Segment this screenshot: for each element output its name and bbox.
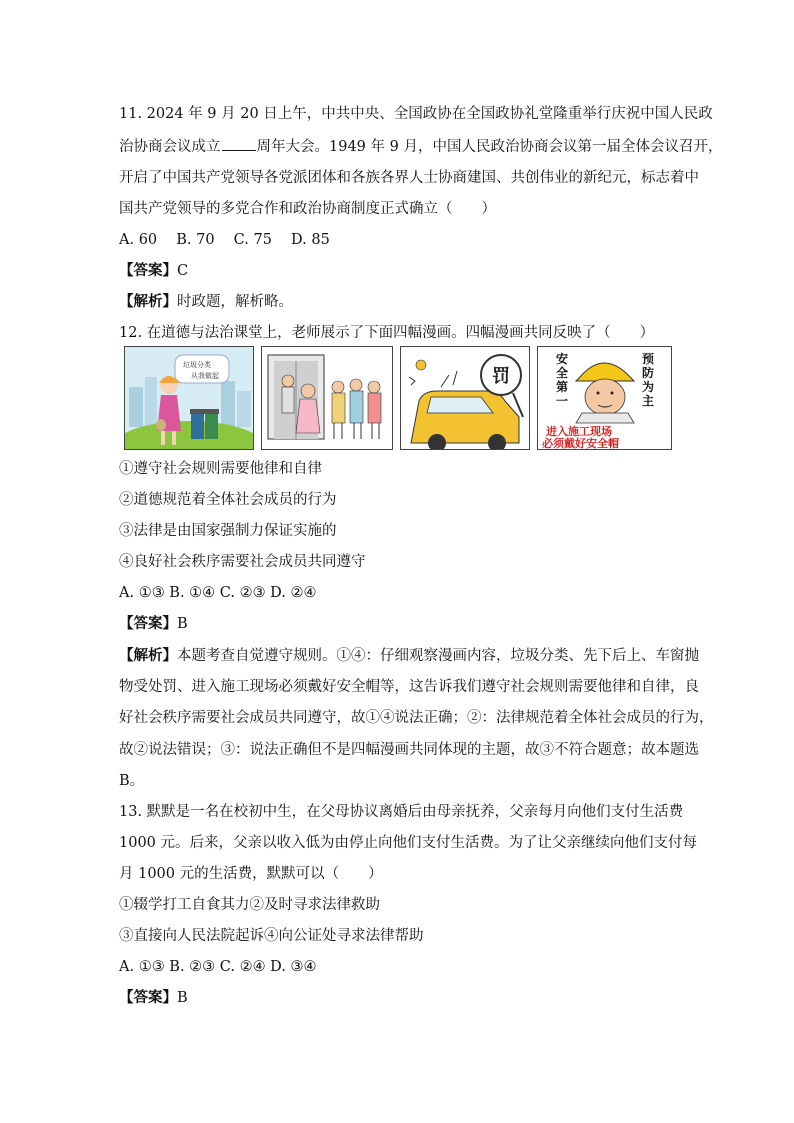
q12-answer — [119, 614, 188, 634]
comic1-sign-line2: 从我做起 — [191, 372, 219, 380]
comic-garbage-sorting — [124, 346, 254, 450]
fill-blank — [222, 136, 256, 151]
helmet-right-char-3: 为 — [642, 380, 655, 394]
answer-value: B — [177, 616, 188, 632]
answer-label: 【答案】 — [119, 615, 177, 632]
helmet-left-char-1: 安 — [556, 352, 569, 366]
analysis-label: 【解析】 — [119, 293, 177, 310]
helmet-left-char-3: 第 — [556, 380, 569, 394]
q13-items-1-2: ①辍学打工自食其力②及时寻求法律救助 — [119, 897, 380, 913]
q12-item-2: ②道德规范着全体社会成员的行为 — [119, 492, 337, 508]
q11-answer — [119, 261, 188, 281]
q11-stem-line-3: 开启了中国共产党领导各党派团体和各族各界人士协商建国、共创伟业的新纪元，标志着中 — [119, 170, 699, 186]
helmet-right-char-1: 预 — [642, 352, 655, 366]
q12-item-1: ①遵守社会规则需要他律和自律 — [119, 461, 322, 477]
helmet-left-char-4: 一 — [556, 394, 569, 408]
answer-label: 【答案】 — [119, 989, 177, 1006]
q12-stem: 12. 在道德与法治课堂上，老师展示了下面四幅漫画。四幅漫画共同反映了（ ） — [119, 325, 655, 341]
q12-analysis-line-2: 物受处罚、进入施工现场必须戴好安全帽等，这告诉我们遵守社会规则需要他律和自律，良 — [119, 679, 699, 695]
q11-stem-line-4: 国共产党领导的多党合作和政治协商制度正式确立（ ） — [119, 201, 496, 217]
q11-stem-line-2 — [119, 136, 722, 157]
answer-value: B — [177, 990, 188, 1006]
q11-options: A. 60 B. 70 C. 75 D. 85 — [119, 232, 330, 248]
q13-options: A. ①③ B. ②③ C. ②④ D. ③④ — [119, 959, 317, 975]
comic3-fine-sign: 罚 — [492, 366, 510, 387]
q12-analysis-line-5: B。 — [119, 773, 145, 789]
analysis-label: 【解析】 — [119, 647, 177, 664]
q12-item-3: ③法律是由国家强制力保证实施的 — [119, 523, 337, 539]
q13-answer — [119, 988, 188, 1008]
q11-line2-pre: 治协商会议成立 — [119, 139, 221, 155]
answer-label: 【答案】 — [119, 262, 177, 279]
q13-stem-line-2: 1000 元。后来，父亲以收入低为由停止向他们支付生活费。为了让父亲继续向他们支付每 — [119, 835, 698, 851]
q11-analysis — [119, 292, 293, 312]
helmet-left-char-2: 全 — [556, 366, 569, 380]
q11-line2-post: 周年大会。1949 年 9 月，中国人民政治协商会议第一届全体会议召开， — [256, 139, 723, 155]
comic-elevator-queue — [261, 346, 393, 450]
q12-options: A. ①③ B. ①④ C. ②③ D. ②④ — [119, 585, 317, 601]
analysis-text: 时政题，解析略。 — [177, 294, 293, 310]
helmet-right-char-2: 防 — [642, 366, 655, 380]
helmet-right-char-4: 主 — [642, 394, 655, 408]
q12-analysis-line-4: 故②说法错误；③：说法正确但不是四幅漫画共同体现的主题，故③不符合题意；故本题选 — [119, 742, 699, 758]
comic-safety-helmet — [537, 346, 672, 450]
q11-stem-line-1: 11. 2024 年 9 月 20 日上午，中共中央、全国政协在全国政协礼堂隆重举行庆祝中国人民政 — [119, 106, 713, 122]
q13-stem-line-1: 13. 默默是一名在校初中生，在父母协议离婚后由母亲抚养，父亲每月向他们支付生活费 — [119, 804, 684, 820]
comic-car-littering-fine — [400, 346, 530, 450]
q13-items-3-4: ③直接向人民法院起诉④向公证处寻求法律帮助 — [119, 928, 424, 944]
q12-analysis-line-1 — [119, 646, 699, 666]
q12-item-4: ④良好社会秩序需要社会成员共同遵守 — [119, 554, 366, 570]
q13-stem-line-3: 月 1000 元的生活费，默默可以（ ） — [119, 866, 383, 882]
answer-value: C — [177, 263, 189, 279]
helmet-caption-line1: 进入施工现场 — [546, 425, 612, 438]
comic1-sign-line1: 垃圾分类 — [183, 361, 211, 369]
helmet-caption-line2: 必须戴好安全帽 — [542, 437, 619, 449]
q12-analysis-line-3: 好社会秩序需要社会成员共同遵守，故①④说法正确；②：法律规范着全体社会成员的行为， — [119, 710, 714, 726]
analysis-text: 本题考查自觉遵守规则。①④：仔细观察漫画内容，垃圾分类、先下后上、车窗抛 — [177, 648, 699, 664]
